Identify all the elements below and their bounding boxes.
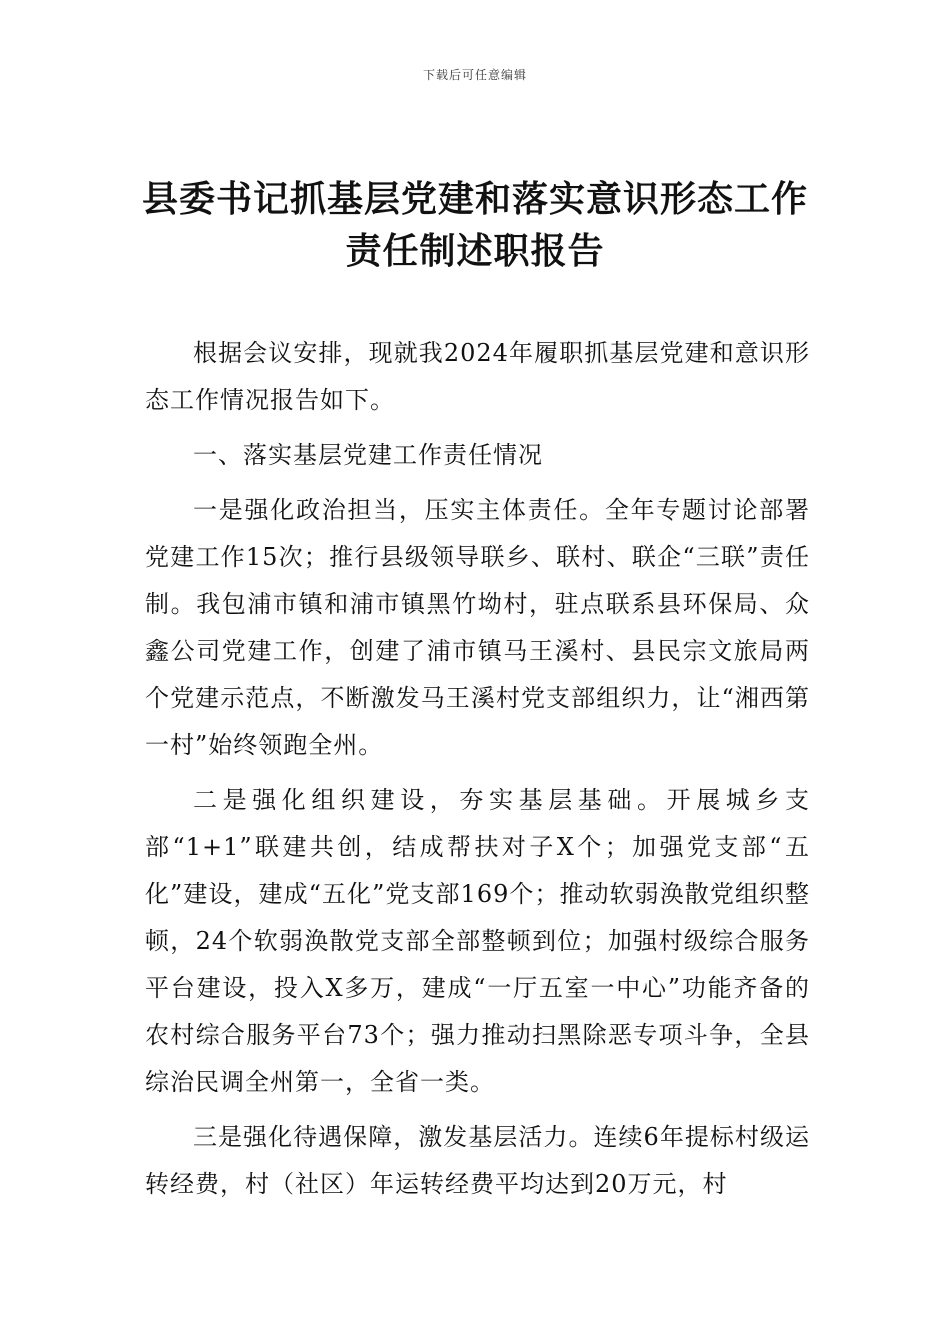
paragraph-point-2: 二是强化组织建设，夯实基层基础。开展城乡支部“1+1”联建共创，结成帮扶对子X个；加强党支部“五化”建设，建成“五化”党支部169个；推动软弱涣散党组织整顿，24个软弱涣散党支部全部整顿到位；加强村级综合服务平台建设，投入X多万，建成“一厅五室一中心”功能齐备的农村综合服务平台73个；强力推动扫黑除恶专项斗争，全县综治民调全州第一，全省一类。 — [145, 786, 810, 1096]
section-heading: 一、落实基层党建工作责任情况 — [193, 441, 543, 469]
document-body — [145, 330, 810, 1216]
document-title — [120, 174, 830, 278]
paragraph-point-3: 三是强化待遇保障，激发基层活力。连续6年提标村级运转经费，村（社区）年运转经费平均达到20万元，村 — [145, 1123, 810, 1198]
paragraph-intro: 根据会议安排，现就我2024年履职抓基层党建和意识形态工作情况报告如下。 — [145, 339, 810, 414]
title-line-1: 县委书记抓基层党建和落实意识形态工作 — [141, 179, 808, 220]
paragraph-point-1: 一是强化政治担当，压实主体责任。全年专题讨论部署党建工作15次；推行县级领导联乡、联村、联企“三联”责任制。我包浦市镇和浦市镇黑竹坳村，驻点联系县环保局、众鑫公司党建工作，创建了浦市镇马王溪村、县民宗文旅局两个党建示范点，不断激发马王溪村党支部组织力，让“湘西第一村”始终领跑全州。 — [145, 496, 810, 759]
header-note: 下载后可任意编辑 — [422, 68, 527, 82]
title-line-2: 责任制述职报告 — [345, 231, 605, 272]
